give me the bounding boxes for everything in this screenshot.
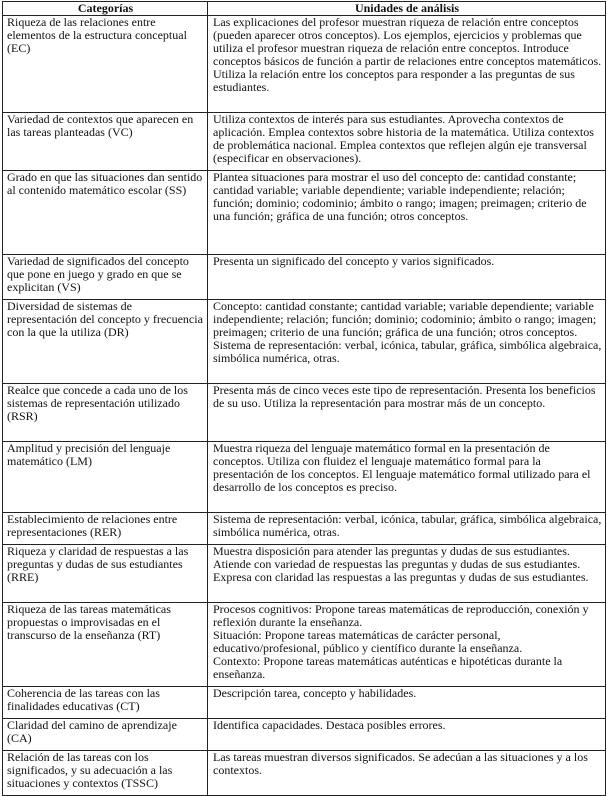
units-cell: [208, 442, 606, 513]
category-cell: Variedad de contextos que aparecen en las tareas planteadas (VC): [3, 113, 208, 171]
table-row: [3, 687, 606, 719]
table-row: [3, 300, 606, 384]
table-row: [3, 751, 606, 796]
category-cell: Establecimiento de relaciones entre representaciones (RER): [3, 513, 208, 545]
unit-paragraph: Procesos cognitivos: Propone tareas matemáticas de reproducción, conexión y reflexión durante la enseñanza.: [213, 602, 589, 629]
table-row: [3, 545, 606, 603]
category-cell: Coherencia de las tareas con las finalidades educativas (CT): [3, 687, 208, 719]
units-cell: [208, 113, 606, 171]
table-row: [3, 719, 606, 751]
table-row: [3, 513, 606, 545]
header-units-of-analysis: Unidades de análisis: [208, 2, 606, 16]
unit-paragraph: Situación: Propone tareas matemáticas de carácter personal, educativo/profesional, público y científico durante la enseñanza.: [213, 627, 523, 655]
units-cell: [208, 255, 606, 300]
units-cell: [208, 603, 606, 687]
category-cell: Variedad de significados del concepto que pone en juego y grado en que se explicitan (VS): [3, 255, 208, 300]
table-row: [3, 603, 606, 687]
category-cell: Riqueza de las tareas matemáticas propuestas o improvisadas en el transcurso de la enseñanza (RT): [3, 603, 208, 687]
category-cell: Amplitud y precisión del lenguaje matemático (LM): [3, 442, 208, 513]
table-body: [3, 16, 606, 796]
table-row: [3, 16, 606, 113]
unit-paragraph: Las explicaciones del profesor muestran riqueza de relación entre conceptos (pueden aparecer otros conceptos). Los ejemplos, ejercicios y problemas que utiliza el profesor muestran riqueza de relación entre conceptos. Introduce conceptos básicos de función a partir de relaciones entre conceptos matemáticos. Utiliza la relación entre los conceptos para responder a las preguntas de sus estudiantes.: [213, 15, 602, 94]
table-row: [3, 171, 606, 255]
unit-paragraph: Sistema de representación: verbal, icónica, tabular, gráfica, simbólica algebraica, simbólica numérica, otras.: [213, 512, 602, 539]
unit-paragraph: Contexto: Propone tareas matemáticas auténticas e hipotéticas durante la enseñanza.: [213, 653, 563, 681]
unit-paragraph: Muestra riqueza del lenguaje matemático formal en la presentación de conceptos. Utiliza con fluidez el lenguaje matemático formal para la presentación de los conceptos. El lenguaje matemático formal utilizado para el desarrollo de los conceptos es preciso.: [213, 441, 591, 494]
unit-paragraph: Identifica capacidades. Destaca posibles errores.: [213, 718, 446, 732]
table-row: [3, 113, 606, 171]
units-cell: [208, 16, 606, 113]
unit-paragraph: Descripción tarea, concepto y habilidades.: [213, 686, 417, 700]
category-cell: Riqueza de las relaciones entre elementos de la estructura conceptual (EC): [3, 16, 208, 113]
unit-paragraph: Presenta más de cinco veces este tipo de representación. Presenta los beneficios de su uso. Utiliza la representación para mostrar más de un concepto.: [213, 383, 596, 410]
units-cell: [208, 384, 606, 442]
header-categories: Categorías: [3, 2, 208, 16]
category-cell: Claridad del camino de aprendizaje (CA): [3, 719, 208, 751]
category-cell: Realce que concede a cada uno de los sistemas de representación utilizado (RSR): [3, 384, 208, 442]
unit-paragraph: Plantea situaciones para mostrar el uso del concepto de: cantidad constante; cantidad variable; variable dependiente; variable independiente; relación; función; dominio; codominio; ámbito o rango; imagen; preimagen; criterio de una función; gráfica de una función; otros conceptos.: [213, 170, 587, 223]
category-cell: Riqueza y claridad de respuestas a las preguntas y dudas de sus estudiantes (RRE): [3, 545, 208, 603]
unit-paragraph: Concepto: cantidad constante; cantidad variable; variable dependiente; variable independiente; relación; función; dominio; codominio; ámbito o rango; imagen; preimagen; criterio de una función; gráfica de una función; otros conceptos. Sistema de representación: verbal, icónica, tabular, gráfica, simbólica algebraica, simbólica numérica, otras.: [213, 299, 602, 365]
units-cell: [208, 300, 606, 384]
unit-paragraph: Muestra disposición para atender las preguntas y dudas de sus estudiantes. Atiende con variedad de respuestas las preguntas y dudas de sus estudiantes. Expresa con claridad las respuestas a las preguntas y dudas de sus estudiantes.: [213, 544, 589, 584]
category-cell: Diversidad de sistemas de representación del concepto y frecuencia con la que la utiliza (DR): [3, 300, 208, 384]
table-row: [3, 255, 606, 300]
units-cell: [208, 687, 606, 719]
units-cell: [208, 545, 606, 603]
units-cell: [208, 171, 606, 255]
category-cell: Relación de las tareas con los significados, y su adecuación a las situaciones y contextos (TSSC): [3, 751, 208, 796]
category-cell: Grado en que las situaciones dan sentido al contenido matemático escolar (SS): [3, 171, 208, 255]
unit-paragraph: Utiliza contextos de interés para sus estudiantes. Aprovecha contextos de aplicación. Emplea contextos sobre historia de la matemática. Utiliza contextos de problemática nacional. Emplea contextos que reflejen algún eje transversal (especificar en observaciones).: [213, 112, 594, 165]
header-row: [3, 2, 606, 16]
unit-paragraph: Las tareas muestran diversos significados. Se adecúan a las situaciones y a los contextos.: [213, 750, 588, 777]
units-cell: [208, 513, 606, 545]
categories-table: [2, 1, 606, 796]
table-row: [3, 442, 606, 513]
units-cell: [208, 751, 606, 796]
table-row: [3, 384, 606, 442]
unit-paragraph: Presenta un significado del concepto y varios significados.: [213, 254, 495, 268]
units-cell: [208, 719, 606, 751]
